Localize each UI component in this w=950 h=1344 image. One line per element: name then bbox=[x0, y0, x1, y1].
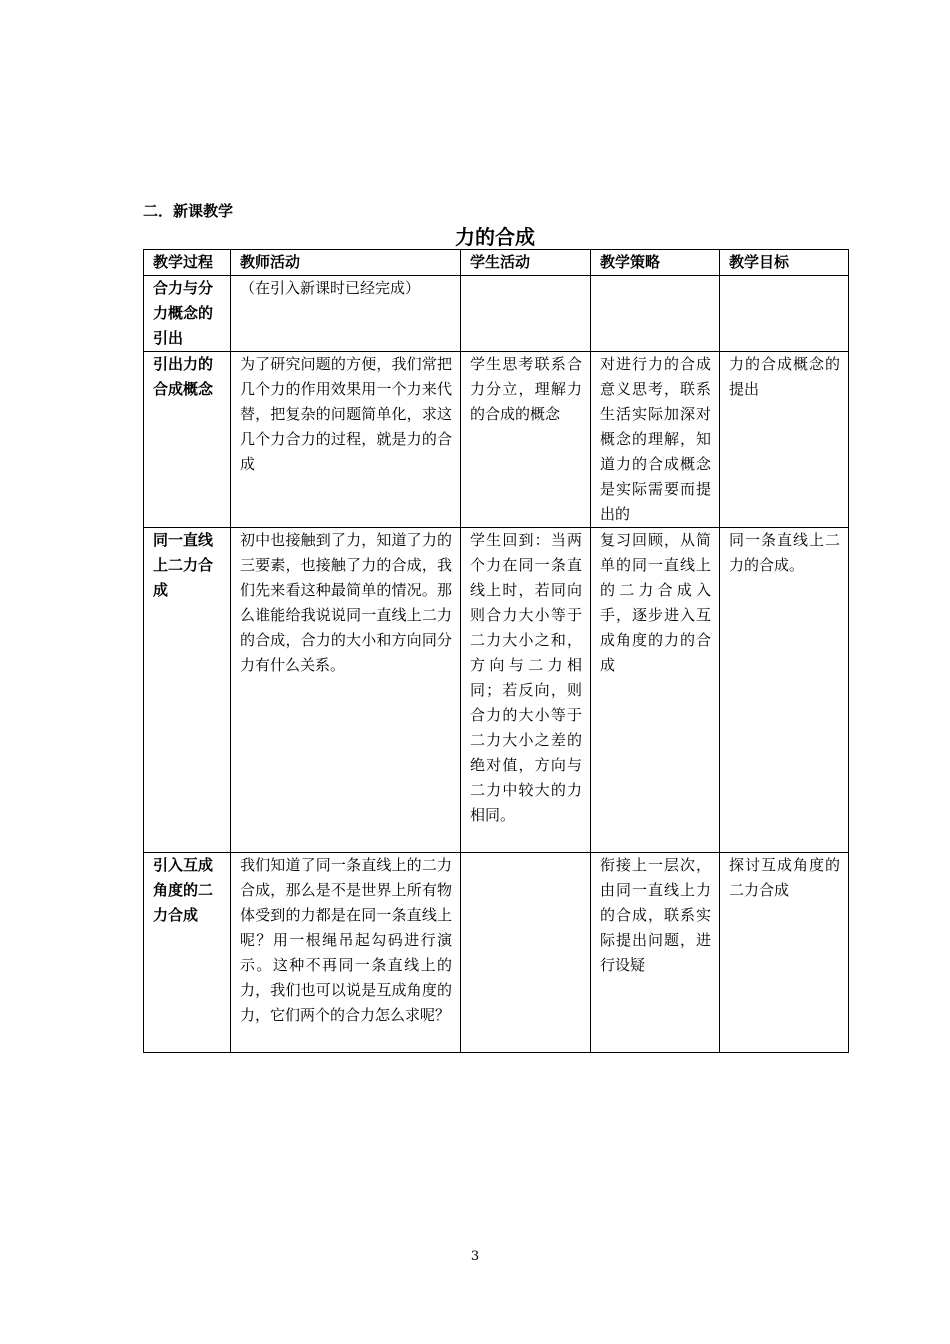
cell-student-activity: 学生回到：当两个力在同一条直线上时，若同向则合力大小等于二力大小之和，方向与二力相同；若反向，则合力的大小等于二力大小之差的绝对值，方向与二力中较大的力相同。 bbox=[461, 528, 591, 853]
cell-teaching-strategy: 对进行力的合成意义思考，联系生活实际加深对概念的理解，知道力的合成概念是实际需要而提出的 bbox=[591, 352, 720, 528]
cell-stage: 合力与分力概念的引出 bbox=[144, 276, 231, 352]
header-teaching-process: 教学过程 bbox=[144, 250, 231, 276]
page-number: 3 bbox=[470, 1249, 480, 1264]
table-header-row bbox=[144, 250, 849, 276]
cell-teacher-activity: （在引入新课时已经完成） bbox=[231, 276, 461, 352]
cell-teaching-goal bbox=[720, 276, 849, 352]
header-teacher-activity: 教师活动 bbox=[231, 250, 461, 276]
cell-teacher-activity: 为了研究问题的方便，我们常把几个力的作用效果用一个力来代替，把复杂的问题简单化，求这几个力合力的过程，就是力的合成 bbox=[231, 352, 461, 528]
cell-teaching-strategy bbox=[591, 276, 720, 352]
table-row bbox=[144, 528, 849, 853]
cell-teaching-strategy: 衔接上一层次，由同一直线上力的合成，联系实际提出问题，进行设疑 bbox=[591, 853, 720, 1053]
header-teaching-goal: 教学目标 bbox=[720, 250, 849, 276]
cell-student-activity bbox=[461, 276, 591, 352]
cell-student-activity bbox=[461, 853, 591, 1053]
table-row bbox=[144, 352, 849, 528]
table-title: 力的合成 bbox=[455, 225, 535, 249]
section-heading: 二．新课教学 bbox=[143, 202, 234, 220]
cell-teacher-activity: 我们知道了同一条直线上的二力合成，那么是不是世界上所有物体受到的力都是在同一条直线上呢？用一根绳吊起勾码进行演示。这种不再同一条直线上的力，我们也可以说是互成角度的力，它们两个的合力怎么求呢？ bbox=[231, 853, 461, 1053]
cell-stage: 同一直线上二力合成 bbox=[144, 528, 231, 853]
table-row bbox=[144, 276, 849, 352]
lesson-plan-table bbox=[143, 249, 849, 1053]
cell-stage: 引入互成角度的二力合成 bbox=[144, 853, 231, 1053]
header-teaching-strategy: 教学策略 bbox=[591, 250, 720, 276]
cell-teacher-activity: 初中也接触到了力，知道了力的三要素，也接触了力的合成，我们先来看这种最简单的情况。那么谁能给我说说同一直线上二力的合成，合力的大小和方向同分力有什么关系。 bbox=[231, 528, 461, 853]
cell-teaching-strategy: 复习回顾，从简单的同一直线上的二力合成入手，逐步进入互成角度的力的合成 bbox=[591, 528, 720, 853]
cell-teaching-goal: 探讨互成角度的二力合成 bbox=[720, 853, 849, 1053]
table-row bbox=[144, 853, 849, 1053]
cell-student-activity: 学生思考联系合力分立，理解力的合成的概念 bbox=[461, 352, 591, 528]
cell-teaching-goal: 力的合成概念的提出 bbox=[720, 352, 849, 528]
cell-teaching-goal: 同一条直线上二力的合成。 bbox=[720, 528, 849, 853]
header-student-activity: 学生活动 bbox=[461, 250, 591, 276]
cell-stage: 引出力的合成概念 bbox=[144, 352, 231, 528]
